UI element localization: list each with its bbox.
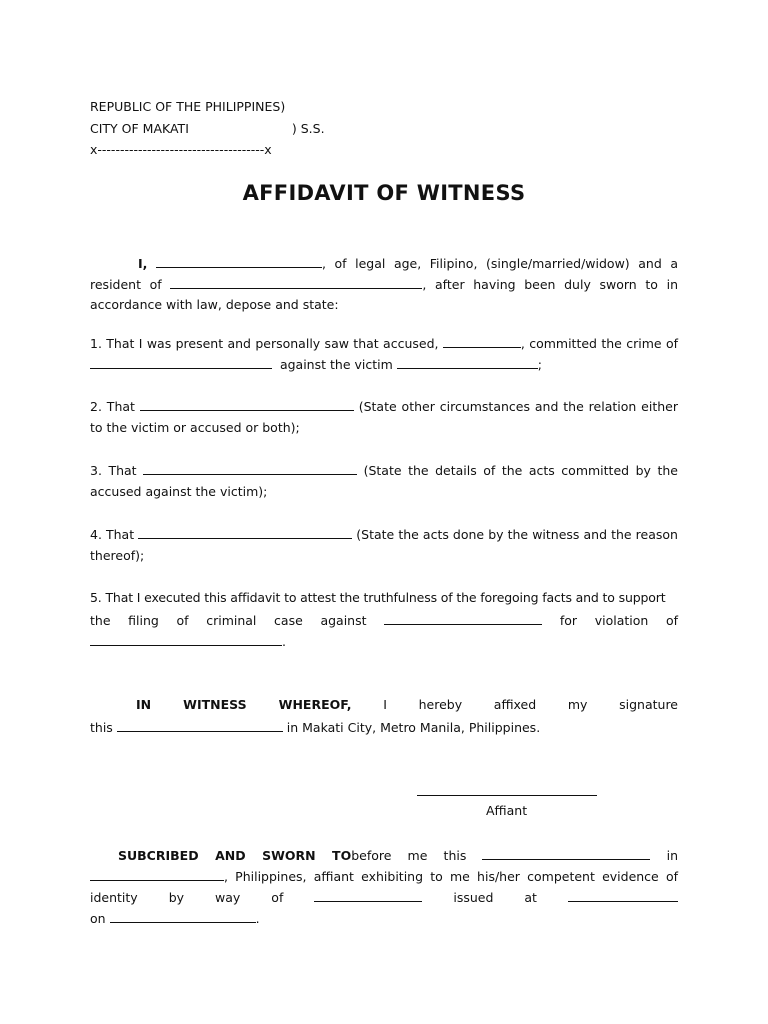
witness-line-1 (90, 697, 678, 713)
jurat-text-6: issued at (453, 890, 537, 905)
respondent-blank[interactable] (384, 612, 542, 625)
intro-text-1: , of legal age, Filipino, (single/married/widow) and a (321, 256, 678, 271)
p4-line-2: thereof); (90, 548, 145, 563)
p3-text-1: 3. That (90, 463, 137, 478)
p3-line-2: accused against the victim); (90, 484, 268, 499)
p1-line-1 (90, 335, 678, 351)
p5-text-2: the filing of criminal case against (90, 613, 367, 628)
residence-blank[interactable] (170, 276, 422, 289)
p4-text-2: (State the acts done by the witness and the reason (356, 527, 678, 542)
witness-whereof: IN WITNESS WHEREOF, (136, 697, 352, 712)
header-separator: x-------------------------------------x (90, 142, 272, 157)
p3-text-2: (State the details of the acts committed by the (363, 463, 678, 478)
affiant-signature-line[interactable] (417, 795, 597, 796)
header-city: CITY OF MAKATI (90, 121, 189, 136)
p1-line-2 (90, 356, 542, 372)
p2-line-2: to the victim or accused or both); (90, 420, 300, 435)
jurat-line-2 (90, 868, 678, 884)
circumstances-blank[interactable] (140, 398, 354, 411)
id-issued-at-blank[interactable] (568, 889, 678, 902)
jurat-date-blank[interactable] (482, 847, 650, 860)
witness-text-2: I hereby affixed my signature (383, 697, 678, 712)
intro-i: I, (138, 256, 148, 271)
witness-acts-blank[interactable] (138, 526, 352, 539)
intro-line-1 (90, 255, 678, 271)
p1-text-1: 1. That I was present and personally saw that accused, (90, 336, 439, 351)
intro-line-3: accordance with law, depose and state: (90, 297, 339, 312)
witness-text-4: in Makati City, Metro Manila, Philippines. (286, 720, 541, 735)
crime-blank[interactable] (90, 356, 272, 369)
p5-text-4: . (282, 634, 286, 649)
p5-line-1: 5. That I executed this affidavit to attest the truthfulness of the foregoing facts and to support (90, 590, 666, 605)
p5-line-2 (90, 612, 678, 628)
intro-text-3: , after having been duly sworn to in (422, 277, 678, 292)
accused-name-blank[interactable] (443, 335, 521, 348)
p3-line-1 (90, 462, 678, 478)
intro-text-2: resident of (90, 277, 162, 292)
id-type-blank[interactable] (314, 889, 422, 902)
affiant-label: Affiant (486, 803, 528, 818)
jurat-place-blank[interactable] (90, 868, 224, 881)
affidavit-document (90, 0, 678, 1024)
p4-text-1: 4. That (90, 527, 135, 542)
jurat-sworn: SUBCRIBED AND SWORN TO (118, 848, 352, 863)
p2-line-1 (90, 398, 678, 414)
date-blank[interactable] (117, 719, 283, 732)
p1-text-4: ; (537, 357, 542, 372)
jurat-text-2: before me this (351, 848, 467, 863)
witness-text-3: this (90, 720, 113, 735)
witness-line-2 (90, 719, 540, 735)
header-ss: ) S.S. (291, 121, 325, 136)
violation-blank[interactable] (90, 633, 282, 646)
p1-text-2: , committed the crime of (520, 336, 678, 351)
affiant-name-blank[interactable] (156, 255, 322, 268)
p5-text-3: for violation of (559, 613, 679, 628)
header-republic: REPUBLIC OF THE PHILIPPINES) (90, 99, 286, 114)
jurat-line-1 (90, 847, 678, 863)
p5-line-3 (90, 633, 286, 649)
jurat-line-3 (90, 889, 678, 905)
jurat-text-4: , Philippines, affiant exhibiting to me his/her competent evidence of (224, 869, 678, 884)
jurat-text-3: in (666, 848, 679, 863)
jurat-text-5: identity by way of (90, 890, 284, 905)
id-issued-on-blank[interactable] (110, 910, 256, 923)
intro-line-2 (90, 276, 678, 292)
document-title: AFFIDAVIT OF WITNESS (242, 181, 526, 205)
jurat-line-4 (90, 910, 260, 926)
p2-text-2: (State other circumstances and the relation either (358, 399, 678, 414)
jurat-text-8: . (255, 911, 260, 926)
p2-text-1: 2. That (90, 399, 135, 414)
p1-text-3: against the victim (279, 357, 393, 372)
p4-line-1 (90, 526, 678, 542)
acts-details-blank[interactable] (143, 462, 357, 475)
victim-name-blank[interactable] (397, 356, 538, 369)
jurat-text-7: on (90, 911, 106, 926)
header-city-line (90, 121, 325, 137)
